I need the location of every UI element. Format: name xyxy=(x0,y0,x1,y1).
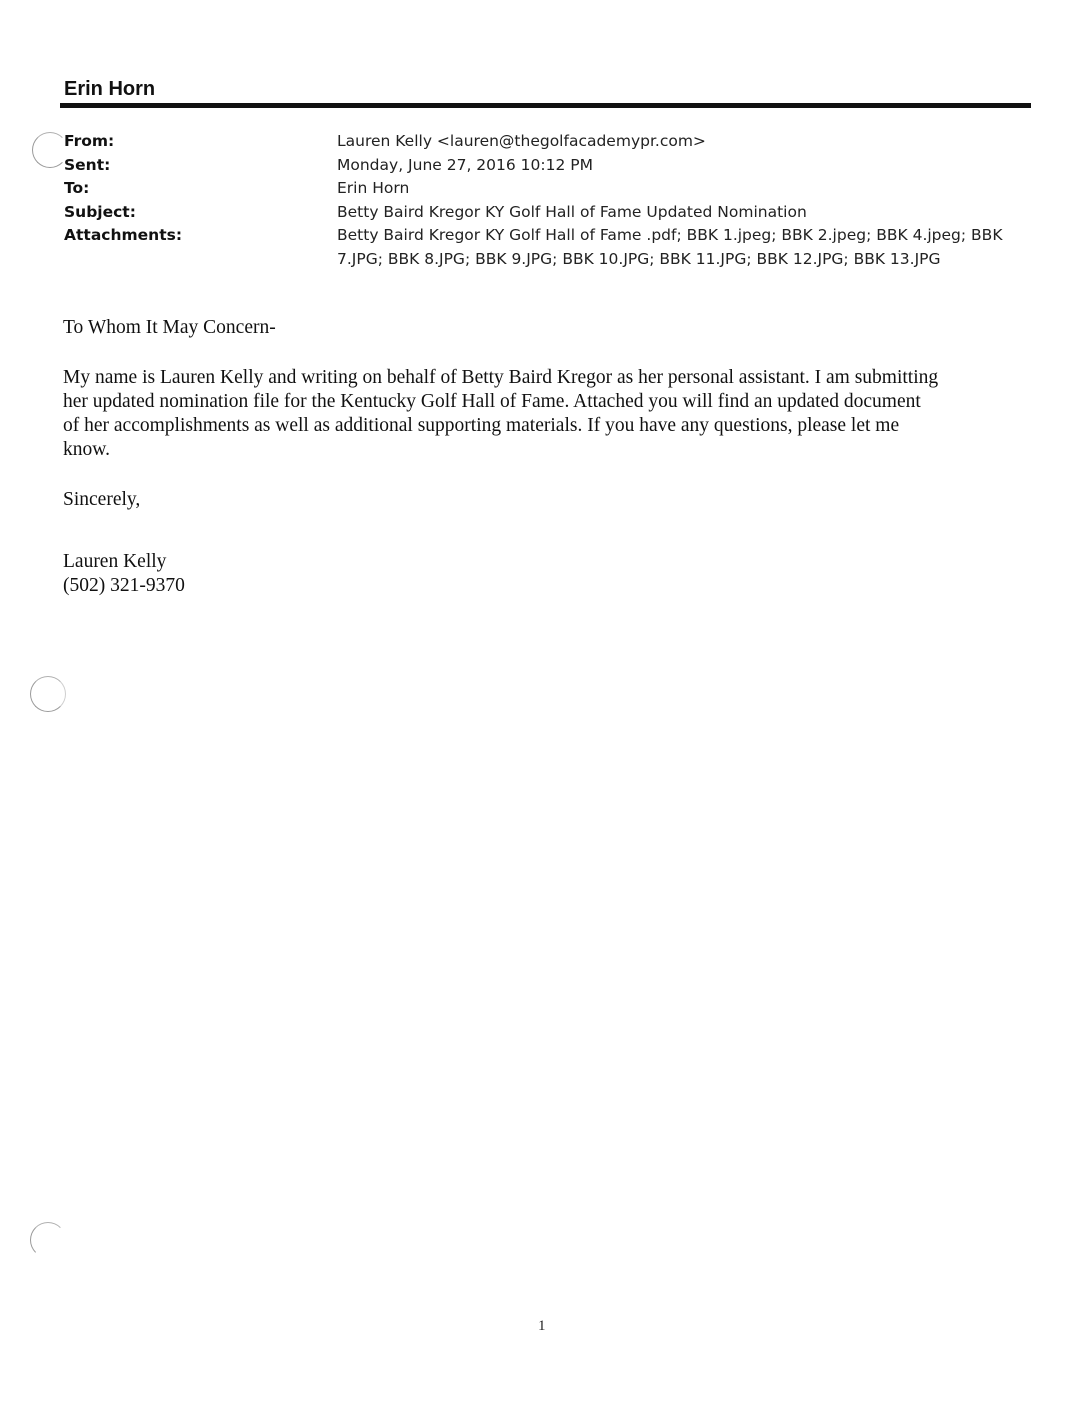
from-row xyxy=(64,130,1024,154)
subject-row xyxy=(64,201,1024,225)
subject-value: Betty Baird Kregor KY Golf Hall of Fame Updated Nomination xyxy=(337,202,807,221)
punch-hole-icon xyxy=(30,1222,66,1258)
greeting: To Whom It May Concern- xyxy=(63,317,276,338)
attachments-label: Attachments: xyxy=(64,226,183,244)
to-row xyxy=(64,177,1024,201)
attachments-line-1: Betty Baird Kregor KY Golf Hall of Fame .pdf; BBK 1.jpeg; BBK 2.jpeg; BBK 4.jpeg; BBK xyxy=(337,226,1003,244)
email-body xyxy=(63,316,1033,598)
from-value: Lauren Kelly <lauren@thegolfacademypr.com> xyxy=(337,132,706,150)
attachments-row xyxy=(64,224,1024,271)
signature-name: Lauren Kelly xyxy=(63,551,167,572)
email-header xyxy=(64,130,1024,271)
body-paragraph-line-3: of her accomplishments as well as additional supporting materials. If you have any questions, please let me xyxy=(63,415,900,436)
closing: Sincerely, xyxy=(63,489,141,510)
sent-label: Sent: xyxy=(64,155,111,174)
body-paragraph-line-1: My name is Lauren Kelly and writing on behalf of Betty Baird Kregor as her personal assistant. I am submitting xyxy=(63,367,939,388)
body-paragraph-line-2: her updated nomination file for the Kentucky Golf Hall of Fame. Attached you will find an updated document xyxy=(63,391,921,412)
attachments-line-2: 7.JPG; BBK 8.JPG; BBK 9.JPG; BBK 10.JPG; BBK 11.JPG; BBK 12.JPG; BBK 13.JPG xyxy=(337,249,941,268)
signature-phone: (502) 321-9370 xyxy=(63,575,185,596)
body-paragraph-line-4: know. xyxy=(63,439,110,460)
subject-label: Subject: xyxy=(64,202,136,221)
to-label: To: xyxy=(64,179,90,197)
body-paragraph xyxy=(63,366,1033,462)
from-label: From: xyxy=(64,132,115,150)
mailbox-owner-name: Erin Horn xyxy=(64,78,156,100)
sent-row xyxy=(64,154,1024,178)
punch-hole-icon xyxy=(32,132,68,168)
to-value: Erin Horn xyxy=(337,179,410,197)
page-number: 1 xyxy=(538,1318,546,1334)
attachments-value xyxy=(337,224,1024,271)
sent-value: Monday, June 27, 2016 10:12 PM xyxy=(337,155,593,174)
punch-hole-icon xyxy=(30,676,66,712)
header-divider xyxy=(60,103,1031,108)
